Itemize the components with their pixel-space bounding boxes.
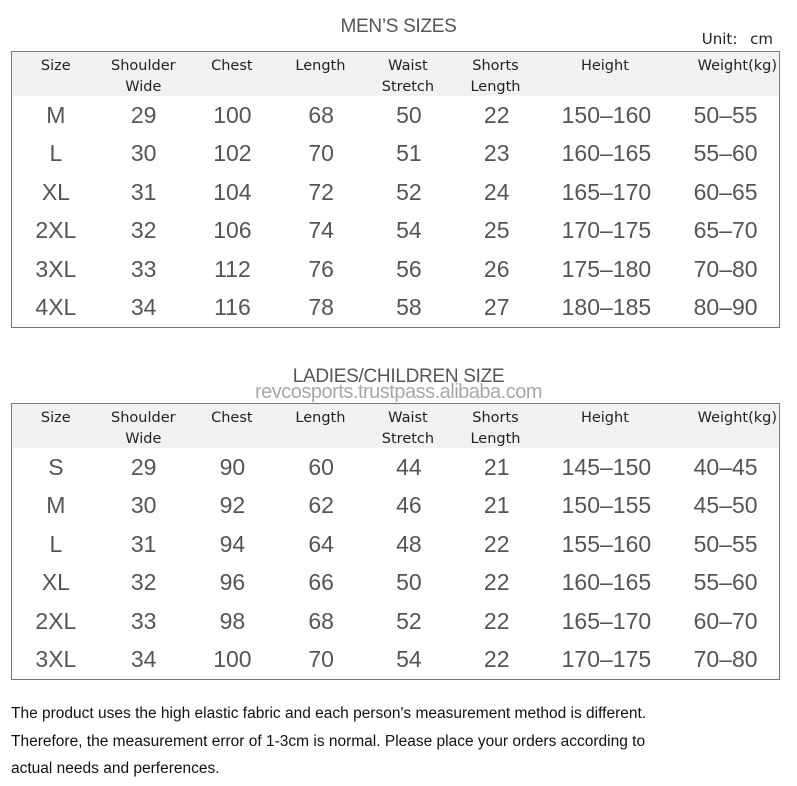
- table-cell: 90: [219, 453, 246, 480]
- table-row: [12, 135, 779, 174]
- table-cell: 33: [130, 607, 157, 634]
- column-header: [539, 408, 670, 429]
- table-cell: 54: [396, 217, 422, 244]
- column-header-line: Wide: [125, 79, 162, 95]
- measurement-note: [11, 700, 791, 783]
- column-header-line: Stretch: [381, 431, 435, 447]
- table-row: [12, 487, 779, 526]
- column-header-line: Wide: [125, 431, 162, 447]
- table-cell: 78: [308, 294, 334, 321]
- table-row: [12, 525, 779, 564]
- table-cell: 58: [396, 294, 422, 321]
- table-cell: 155–160: [561, 530, 652, 557]
- table-cell: 40–45: [693, 453, 758, 480]
- table-cell: XL: [41, 178, 70, 205]
- table-cell: 98: [219, 607, 246, 634]
- table-cell: 50–55: [693, 101, 758, 128]
- table-cell: 27: [483, 294, 510, 321]
- column-header: [12, 408, 100, 429]
- table-cell: 34: [130, 646, 157, 673]
- column-header: [539, 56, 670, 77]
- table-cell: 74: [308, 217, 334, 244]
- table-cell: 52: [396, 178, 422, 205]
- table-cell: 180–185: [561, 294, 652, 321]
- table-cell: S: [48, 453, 64, 480]
- table-cell: 104: [213, 178, 252, 205]
- column-header: [364, 56, 452, 98]
- column-header: [187, 408, 277, 429]
- table-cell: 150–160: [561, 101, 652, 128]
- table-cell: 92: [219, 492, 246, 519]
- table-cell: 102: [213, 140, 252, 167]
- column-header: [671, 408, 779, 429]
- column-header: [452, 56, 540, 98]
- table-cell: 165–170: [561, 607, 652, 634]
- table-cell: 22: [483, 569, 510, 596]
- table-cell: 45–50: [693, 492, 758, 519]
- ladies-children-size-title: LADIES/CHILDREN SIZE: [292, 366, 505, 387]
- table-cell: 55–60: [693, 140, 758, 167]
- column-header: [12, 56, 100, 77]
- table-cell: L: [49, 530, 63, 557]
- table-cell: XL: [41, 569, 70, 596]
- column-header-line: Chest: [211, 410, 253, 426]
- table-cell: 66: [308, 569, 334, 596]
- table-row: [12, 602, 779, 641]
- table-cell: 50: [396, 569, 422, 596]
- column-header-line: Shoulder: [111, 410, 176, 426]
- table-cell: 26: [483, 255, 510, 282]
- table-cell: 60: [308, 453, 334, 480]
- table-cell: 62: [308, 492, 334, 519]
- table-cell: 160–165: [561, 140, 652, 167]
- column-header-line: Size: [40, 410, 71, 426]
- table-cell: 55–60: [693, 569, 758, 596]
- table-cell: 24: [483, 178, 510, 205]
- column-header-line: Waist: [388, 410, 428, 426]
- column-header-line: Waist: [388, 58, 428, 74]
- table-header: [12, 52, 779, 96]
- column-header-line: Length: [470, 79, 521, 95]
- table-cell: 145–150: [561, 453, 652, 480]
- table-cell: 44: [396, 453, 422, 480]
- table-cell: 22: [483, 530, 510, 557]
- table-cell: 34: [130, 294, 157, 321]
- table-row: [12, 96, 779, 135]
- table-cell: 4XL: [35, 294, 77, 321]
- column-header: [452, 408, 540, 450]
- table-cell: 31: [130, 178, 157, 205]
- table-cell: 106: [213, 217, 252, 244]
- table-cell: 50–55: [693, 530, 758, 557]
- table-cell: 70–80: [693, 255, 758, 282]
- table-cell: 65–70: [693, 217, 758, 244]
- table-cell: 80–90: [693, 294, 758, 321]
- column-header-line: Shorts: [472, 58, 519, 74]
- note-line: The product uses the high elastic fabric and each person's measurement method is different.: [11, 705, 647, 722]
- table-row: [12, 173, 779, 212]
- table-cell: 48: [396, 530, 422, 557]
- table-cell: 150–155: [561, 492, 652, 519]
- table-cell: 160–165: [561, 569, 652, 596]
- column-header-line: Length: [470, 431, 521, 447]
- table-cell: 50: [396, 101, 422, 128]
- table-row: [12, 212, 779, 251]
- column-header-line: Length: [295, 410, 346, 426]
- table-cell: 32: [130, 217, 157, 244]
- table-cell: 29: [130, 453, 157, 480]
- note-line: Therefore, the measurement error of 1-3cm is normal. Please place your orders according to: [11, 732, 646, 750]
- unit-label: Unit: cm: [701, 30, 773, 48]
- column-header-line: Weight(kg): [697, 58, 778, 74]
- table-cell: 2XL: [35, 217, 77, 244]
- table-cell: 51: [396, 140, 422, 167]
- table-cell: 70: [308, 140, 334, 167]
- table-row: [12, 250, 779, 289]
- column-header-line: Shorts: [472, 410, 519, 426]
- watermark: revcosports.trustpass.alibaba.com: [255, 381, 542, 403]
- table-cell: 96: [219, 569, 246, 596]
- table-cell: 94: [219, 530, 246, 557]
- column-header-line: Weight(kg): [697, 410, 778, 426]
- table-cell: 60–65: [693, 178, 758, 205]
- table-cell: 22: [483, 646, 510, 673]
- table-cell: 170–175: [561, 217, 652, 244]
- table-cell: 56: [396, 255, 422, 282]
- table-cell: 25: [483, 217, 510, 244]
- column-header-line: Height: [580, 410, 629, 426]
- table-cell: 46: [396, 492, 422, 519]
- column-header: [100, 408, 188, 450]
- table-cell: 3XL: [35, 255, 77, 282]
- column-header: [364, 408, 452, 450]
- column-header-line: Size: [40, 58, 71, 74]
- table-cell: 31: [130, 530, 157, 557]
- ladies-children-size-table: [11, 403, 780, 680]
- table-cell: 33: [130, 255, 157, 282]
- table-row: [12, 641, 779, 680]
- table-cell: 170–175: [561, 646, 652, 673]
- table-cell: 23: [483, 140, 510, 167]
- table-cell: 72: [308, 178, 334, 205]
- table-cell: 21: [483, 492, 510, 519]
- column-header-line: Stretch: [381, 79, 435, 95]
- table-cell: 68: [308, 101, 334, 128]
- column-header-line: Height: [580, 58, 629, 74]
- table-cell: 165–170: [561, 178, 652, 205]
- note-line: actual needs and perferences.: [11, 760, 220, 777]
- table-cell: 30: [130, 492, 157, 519]
- column-header: [187, 56, 277, 77]
- table-header: [12, 404, 779, 448]
- table-cell: 112: [214, 255, 251, 282]
- table-cell: 2XL: [35, 607, 77, 634]
- table-cell: 100: [213, 646, 252, 673]
- table-cell: 70: [308, 646, 334, 673]
- table-cell: 116: [214, 294, 251, 321]
- table-cell: 76: [308, 255, 334, 282]
- column-header: [277, 408, 365, 429]
- column-header-line: Length: [295, 58, 346, 74]
- table-cell: 22: [483, 607, 510, 634]
- table-cell: 68: [308, 607, 334, 634]
- table-cell: 70–80: [693, 646, 758, 673]
- table-cell: 52: [396, 607, 422, 634]
- table-cell: 22: [483, 101, 510, 128]
- column-header: [100, 56, 188, 98]
- column-header-line: Chest: [211, 58, 253, 74]
- table-cell: M: [46, 492, 66, 519]
- column-header: [671, 56, 779, 77]
- table-cell: 29: [130, 101, 157, 128]
- table-cell: 100: [213, 101, 252, 128]
- table-row: [12, 289, 779, 328]
- table-cell: 21: [483, 453, 510, 480]
- table-cell: 54: [396, 646, 422, 673]
- column-header-line: Shoulder: [111, 58, 176, 74]
- table-cell: 175–180: [561, 255, 652, 282]
- table-cell: 64: [308, 530, 334, 557]
- table-cell: 60–70: [693, 607, 758, 634]
- table-cell: M: [46, 101, 66, 128]
- table-row: [12, 564, 779, 603]
- table-row: [12, 448, 779, 487]
- mens-sizes-title: MEN’S SIZES: [340, 16, 457, 37]
- table-cell: 30: [130, 140, 157, 167]
- column-header: [277, 56, 365, 77]
- table-cell: L: [49, 140, 63, 167]
- mens-size-table: [11, 51, 780, 328]
- table-cell: 32: [130, 569, 157, 596]
- table-cell: 3XL: [35, 646, 77, 673]
